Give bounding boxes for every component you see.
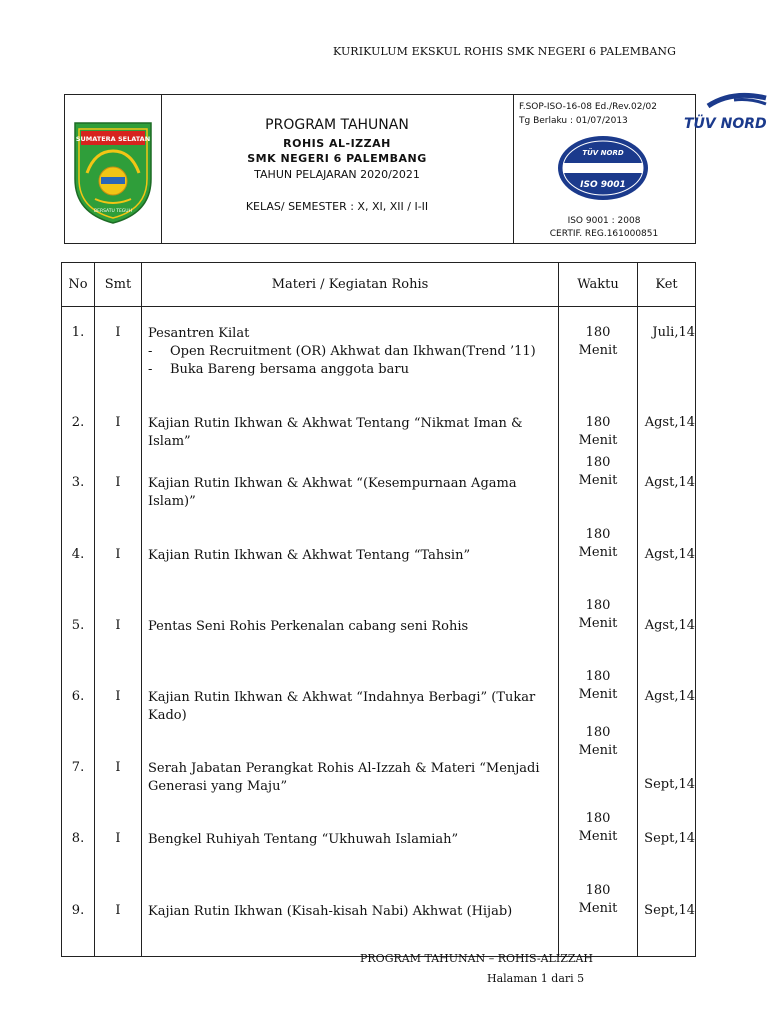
cell-materi [142, 457, 559, 529]
document-header [64, 94, 696, 244]
row-semester: I [115, 903, 121, 918]
waktu-value: 180 [585, 598, 611, 613]
cell-smt [95, 671, 142, 742]
materi-content [148, 547, 554, 565]
cell-smt [95, 600, 142, 671]
bullet-dash: - [148, 362, 153, 377]
materi-text: Kajian Rutin Ikhwan & Akhwat “(Kesempurnaan Agama Islam)” [148, 476, 517, 509]
table-row [62, 457, 696, 529]
row-number: 9. [71, 903, 85, 918]
waktu-value: 180 [585, 527, 611, 542]
ket-value: Sept,14 [644, 777, 695, 792]
cell-ket [638, 885, 696, 957]
cell-waktu [559, 725, 638, 813]
cell-no [62, 397, 95, 457]
cell-ket [638, 307, 696, 398]
row-semester: I [115, 415, 121, 430]
table-row [62, 885, 696, 957]
row-semester: I [115, 325, 121, 340]
cell-smt [95, 397, 142, 457]
school-year: TAHUN PELAJARAN 2020/2021 [254, 168, 420, 181]
title-cell [161, 95, 514, 243]
cell-materi [142, 813, 559, 885]
badge-top-text: TÜV NORD [582, 149, 624, 157]
row-number: 4. [71, 547, 85, 562]
schedule-table [61, 262, 696, 957]
row-number: 6. [71, 689, 85, 704]
col-materi: Materi / Kegiatan Rohis [142, 263, 559, 307]
cell-ket [638, 529, 696, 600]
row-number: 3. [71, 475, 85, 490]
cell-smt [95, 529, 142, 600]
tuv-logo-text: TÜV NORD [684, 116, 767, 132]
waktu-unit: Menit [578, 743, 618, 758]
cell-smt [95, 457, 142, 529]
footer-page: Halaman 1 dari 5 [487, 972, 585, 985]
cell-ket [638, 742, 696, 813]
cell-ket [638, 600, 696, 671]
waktu-value: 180 [585, 325, 611, 340]
cell-no [62, 742, 95, 813]
cell-ket [638, 397, 696, 457]
certification-cell [513, 95, 695, 243]
materi-content [148, 415, 554, 451]
form-code: F.SOP-ISO-16-08 Ed./Rev.02/02 [519, 102, 657, 112]
waktu-unit: Menit [578, 473, 618, 488]
table-row [62, 529, 696, 600]
waktu-value: 180 [585, 455, 611, 470]
cell-materi [142, 671, 559, 742]
cell-waktu [559, 885, 638, 957]
row-semester: I [115, 618, 121, 633]
materi-text: Kajian Rutin Ikhwan & Akhwat Tentang “Tahsin” [148, 548, 471, 563]
effective-date: Tg Berlaku : 01/07/2013 [519, 116, 628, 126]
ket-value: Sept,14 [644, 903, 695, 918]
ket-value: Agst,14 [644, 689, 695, 704]
row-number: 7. [71, 760, 85, 775]
cell-ket [638, 671, 696, 742]
cell-ket [638, 457, 696, 529]
row-number: 2. [71, 415, 85, 430]
cell-smt [95, 813, 142, 885]
doc-title: PROGRAM TAHUNAN [265, 117, 409, 133]
school-name: SMK NEGERI 6 PALEMBANG [247, 152, 427, 165]
materi-bullet [148, 343, 554, 361]
ket-value: Agst,14 [644, 618, 695, 633]
waktu-value: 180 [585, 811, 611, 826]
cell-waktu [559, 397, 638, 457]
cell-materi [142, 529, 559, 600]
col-smt: Smt [95, 263, 142, 307]
cell-smt [95, 742, 142, 813]
waktu-unit: Menit [578, 616, 618, 631]
iso-certification-badge [557, 135, 649, 201]
cell-smt [95, 885, 142, 957]
ket-value: Agst,14 [644, 415, 695, 430]
cell-waktu [559, 307, 638, 398]
col-no: No [62, 263, 95, 307]
cert-reg: CERTIF. REG.161000851 [549, 229, 659, 239]
cell-no [62, 813, 95, 885]
cell-materi [142, 600, 559, 671]
table-row [62, 600, 696, 671]
row-number: 8. [71, 831, 85, 846]
materi-content [148, 618, 554, 636]
materi-content [148, 689, 554, 725]
materi-content [148, 831, 554, 849]
waktu-value: 180 [585, 669, 611, 684]
waktu-unit: Menit [578, 433, 618, 448]
logo-label: SUMATERA SELATAN [75, 135, 151, 143]
waktu-unit: Menit [578, 829, 618, 844]
materi-content [148, 903, 554, 921]
row-semester: I [115, 760, 121, 775]
materi-bullet [148, 361, 554, 379]
cell-no [62, 671, 95, 742]
table-header-row [62, 263, 696, 307]
materi-text: Kajian Rutin Ikhwan & Akhwat “Indahnya Berbagi” (Tukar Kado) [148, 690, 536, 723]
col-ket: Ket [638, 263, 696, 307]
waktu-unit: Menit [578, 343, 618, 358]
row-semester: I [115, 547, 121, 562]
cell-no [62, 885, 95, 957]
row-number: 1. [71, 325, 85, 340]
waktu-unit: Menit [578, 901, 618, 916]
cell-waktu [559, 813, 638, 885]
ket-value: Juli,14 [652, 325, 695, 340]
tuv-nord-logo [680, 92, 768, 136]
waktu-value: 180 [585, 883, 611, 898]
cell-waktu [559, 600, 638, 671]
cell-smt [95, 307, 142, 398]
materi-text: Serah Jabatan Perangkat Rohis Al-Izzah & Materi “Menjadi Generasi yang Maju” [148, 761, 540, 794]
ket-value: Agst,14 [644, 547, 695, 562]
table-row [62, 397, 696, 457]
org-name: ROHIS AL-IZZAH [283, 137, 391, 150]
table-row [62, 307, 696, 398]
ket-value: Sept,14 [644, 831, 695, 846]
materi-text: Pentas Seni Rohis Perkenalan cabang seni Rohis [148, 619, 469, 634]
cell-no [62, 457, 95, 529]
logo-motto: BERSATU TEGUH [94, 209, 132, 214]
materi-content [148, 475, 554, 511]
row-number: 5. [71, 618, 85, 633]
bullet-text: Buka Bareng bersama anggota baru [170, 362, 409, 377]
footer-title: PROGRAM TAHUNAN – ROHIS-ALIZZAH [360, 952, 594, 965]
waktu-value: 180 [585, 415, 611, 430]
running-header: KURIKULUM EKSKUL ROHIS SMK NEGERI 6 PALEMBANG [333, 45, 676, 58]
waktu-unit: Menit [578, 687, 618, 702]
col-waktu: Waktu [559, 263, 638, 307]
row-semester: I [115, 689, 121, 704]
cell-materi [142, 307, 559, 398]
materi-text: Kajian Rutin Ikhwan & Akhwat Tentang “Nikmat Iman & Islam” [148, 416, 523, 449]
iso-standard: ISO 9001 : 2008 [567, 216, 641, 226]
sumatera-selatan-logo [65, 95, 161, 243]
badge-iso-text: ISO 9001 [580, 180, 626, 190]
ket-value: Agst,14 [644, 475, 695, 490]
cell-no [62, 600, 95, 671]
waktu-value: 180 [585, 725, 611, 740]
row-semester: I [115, 831, 121, 846]
table-row [62, 813, 696, 885]
cell-waktu [559, 457, 638, 529]
class-semester: KELAS/ SEMESTER : X, XI, XII / I-II [245, 200, 429, 213]
bullet-text: Open Recruitment (OR) Akhwat dan Ikhwan(Trend ’11) [170, 344, 536, 359]
materi-content [148, 325, 554, 379]
table-row [62, 742, 696, 813]
cell-no [62, 529, 95, 600]
materi-content [148, 760, 554, 796]
logo-cell [65, 95, 162, 243]
materi-text: Bengkel Ruhiyah Tentang “Ukhuwah Islamiah” [148, 832, 459, 847]
row-semester: I [115, 475, 121, 490]
waktu-unit: Menit [578, 545, 618, 560]
cell-materi [142, 742, 559, 813]
materi-text: Pesantren Kilat [148, 326, 250, 341]
cell-waktu [559, 529, 638, 600]
cell-materi [142, 397, 559, 457]
cell-materi [142, 885, 559, 957]
cell-ket [638, 813, 696, 885]
materi-text: Kajian Rutin Ikhwan (Kisah-kisah Nabi) Akhwat (Hijab) [148, 904, 513, 919]
cell-no [62, 307, 95, 398]
bullet-dash: - [148, 344, 153, 359]
